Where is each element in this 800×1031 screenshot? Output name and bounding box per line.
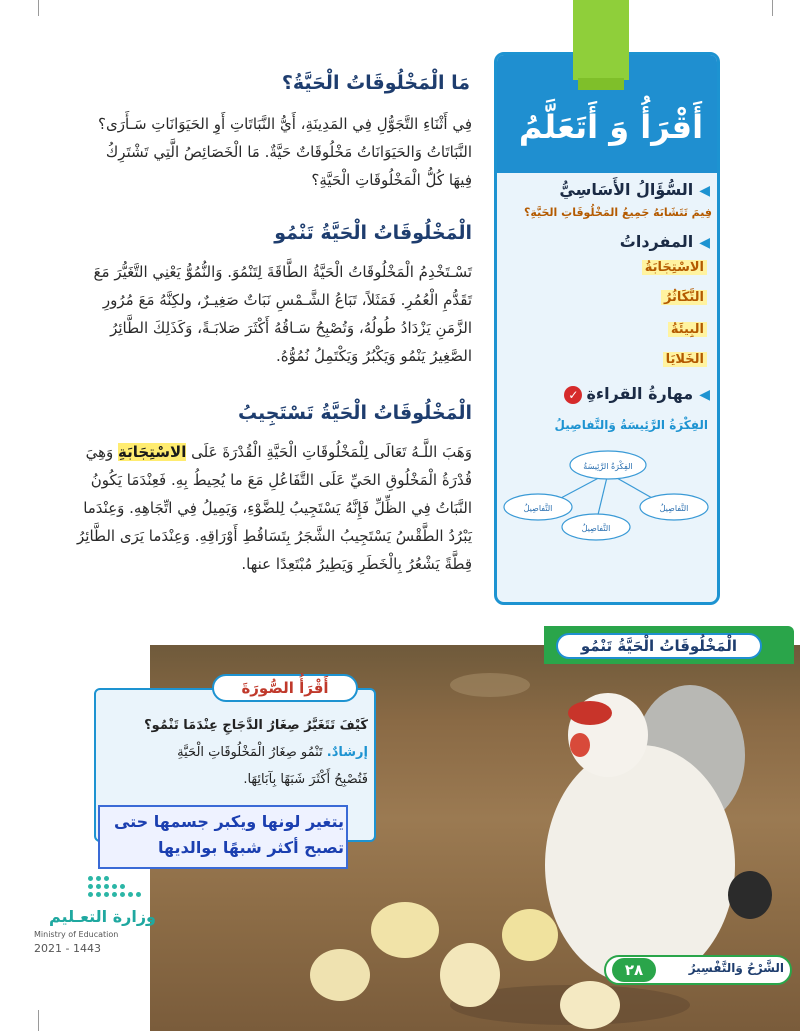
check-icon: ✓ [564,386,582,404]
bookmark-tab-edge [578,78,624,90]
essential-question-label [559,180,710,199]
ministry-logo [34,872,158,962]
diagram-detail-label: التَّفاصِيلُ [581,524,611,533]
text-line: قُدْرَةُ الْمَخْلُوقِ الحَيِّ عَلَى التَّفَاعُلِ مَعَ ما يُحِيطُ بِهِ. فَعِنْدَمَا يَكُونُ [90,471,472,489]
ministry-year: 2021 - 1443 [34,942,101,955]
hen-white [545,745,735,985]
vocab-item: البِيئَةُ [668,322,707,337]
chick-dark [728,871,772,919]
ministry-name-ar: وزارة التعـليم [49,907,156,926]
triangle-icon: ◀ [699,183,710,199]
main-idea-diagram [500,445,716,565]
text-run: وَهَبَ اللَّـهُ تَعَالَى لِلْمَخْلُوقَاتِ الْحَيَّةِ الْقُدْرَةَ عَلَى [186,443,472,461]
section-heading-respond: الْمَخْلُوقَاتُ الْحَيَّةُ تَسْتَجِيبُ [237,402,472,424]
intro-paragraph [36,110,472,194]
section-heading-grow: الْمَخْلُوقَاتُ الْحَيَّةُ تَنْمُو [274,222,472,244]
crop-mark [772,0,773,16]
text-line: تَقَدُّمِ الْعُمُرِ. فَمَثَلاً، تَبَاعُ الشَّـمْسِ نَبَاتٌ صَغِيـرٌ، ولكِنَّهُ مَعَ مُرُورِ [102,291,472,309]
triangle-icon: ◀ [699,235,710,251]
footer-label: الشَّرْحُ وَالتَّفْسِيرُ [688,961,784,975]
reading-skill-heading: مهارةُ القراءةِ [586,384,694,403]
reading-skill-label [564,384,710,404]
chick [440,943,500,1007]
vocab-heading: المفرداتُ [619,232,694,251]
essential-question-text: فِيمَ تَتَشَابَهُ جَمِيعُ المَخْلُوقَاتِ الحَيَّةِ؟ [523,206,712,219]
hen-comb [568,701,612,725]
read-picture-hint [177,745,368,760]
panel-title: أَقْرَأُ وَ أَتَعَلَّمُ [518,108,704,146]
vocab-item: التَّكَاثُرُ [661,290,707,305]
vocab-label [620,232,710,251]
bookmark-tab [573,0,629,80]
diagram-detail-label: التَّفاصِيلُ [523,504,553,513]
chick [371,902,439,958]
ground-texture [450,673,530,697]
vocab-item: الخَلايَا [663,352,707,367]
hint-label: إرشادٌ. [326,745,368,760]
hint-text: تَنْمُو صِغَارُ الْمَخْلُوقَاتِ الْحَيَّةِ [177,745,327,760]
hen-wattle [570,733,590,757]
text-line: يَبْرُدُ الطَّقْسُ يَسْتَجِيبُ الشَّجَرُ بِتَسَاقُطِ أَوْرَاقِهِ. وَعِنْدَما يَرَى الطَّائِرُ [77,527,472,545]
chick [560,981,620,1029]
answer-line: يتغير لونها ويكبر جسمها حتى [113,812,344,831]
ministry-name-en: Ministry of Education [34,930,119,939]
text-line: النَّبَاتُ فِي الظِّلِّ فَإِنَّهُ يَسْتَجِيبُ لِلضَّوْءِ، وَيَمِيلُ فِي اتِّجَاهِهِ. وَعِنْدَما [83,499,472,517]
text-line: فِي أَثْنَاءِ التَّجَوُّلِ فِي المَدِينَةِ، أَيُّ النَّبَاتَاتِ أَوِ الحَيَوَانَاتِ سَـأَرَى؟ [98,115,472,133]
vocab-item: الاسْتِجَابَةُ [642,260,707,275]
respond-paragraph [36,438,472,578]
reading-skill-name: الفِكْرَةُ الرَّئِيسَةُ وَالتَّفاصِيلُ [554,418,708,432]
answer-line: تصبح أكثر شبهًا بوالديها [157,838,344,857]
diagram-detail-label: التَّفاصِيلُ [659,504,689,513]
text-line: تَسْـتَخْدِمُ الْمَخْلُوقَاتُ الْحَيَّةُ الطَّاقَةَ لِتَنْمُوَ. وَالنُّمُوُّ يَعْنِي التَّغَيُّرَ مَعَ [93,263,472,281]
essential-question-heading: السُّؤَالُ الأَسَاسِيُّ [559,180,694,199]
page-title: مَا الْمَخْلُوقَاتُ الْحَيَّةُ؟ [281,72,470,94]
text-line: الصَّغِيرُ يَنْمُو وَيَكْبُرُ وَيَكْتَمِلُ نُمُوُّهُ. [276,347,472,365]
text-line: النَّبَاتَاتُ وَالحَيَوَانَاتُ مَخْلُوقَاتٌ حَيَّةٌ. مَا الْخَصَائِصُ الَّتِي تَشْتَرِكُ [105,143,472,161]
text-line: الزَّمَنِ يَزْدَادُ طُولُهُ، وَتُصْبِحُ سَـاقُهُ أَكْثَرَ صَلابَـةً، وَكَذَلِكَ الطَّائِرُ [110,319,472,337]
text-line: فِيهَا كُلُّ الْمَخْلُوقَاتِ الْحَيَّةِ؟ [311,171,472,189]
text-line [36,438,472,466]
crop-mark [38,1010,39,1031]
page-number: ٢٨ [612,958,656,982]
ministry-dots-icon [88,876,148,902]
read-picture-question: كَيْفَ تَتَغَيَّرُ صِغَارُ الدَّجَاجِ عِنْدَمَا تَنْمُو؟ [144,718,368,733]
triangle-icon: ◀ [699,387,710,403]
section-banner-title: الْمَخْلُوقَاتُ الْحَيَّةُ تَنْمُو [556,633,762,659]
text-line: قِطَّةً يَشْعُرُ بِالْخَطَرِ وَيَطِيرُ مُبْتَعِدًا عنها. [241,555,472,573]
crop-mark [38,0,39,16]
chick [502,909,558,961]
read-picture-title: أَقْرَأُ الصُّورَةَ [212,674,358,702]
text-run: وَهِيَ [85,443,118,461]
chick [310,949,370,1001]
grow-paragraph [36,258,472,370]
diagram-main-label: الفِكْرَةُ الرَّئِيسَةُ [583,462,633,471]
vocab-highlight: الاسْتِجَابَةِ [118,443,187,461]
read-picture-hint-line2: فَتُصْبِحُ أَكْثَرَ شَبَهًا بِآبَائِهَا. [243,772,368,787]
